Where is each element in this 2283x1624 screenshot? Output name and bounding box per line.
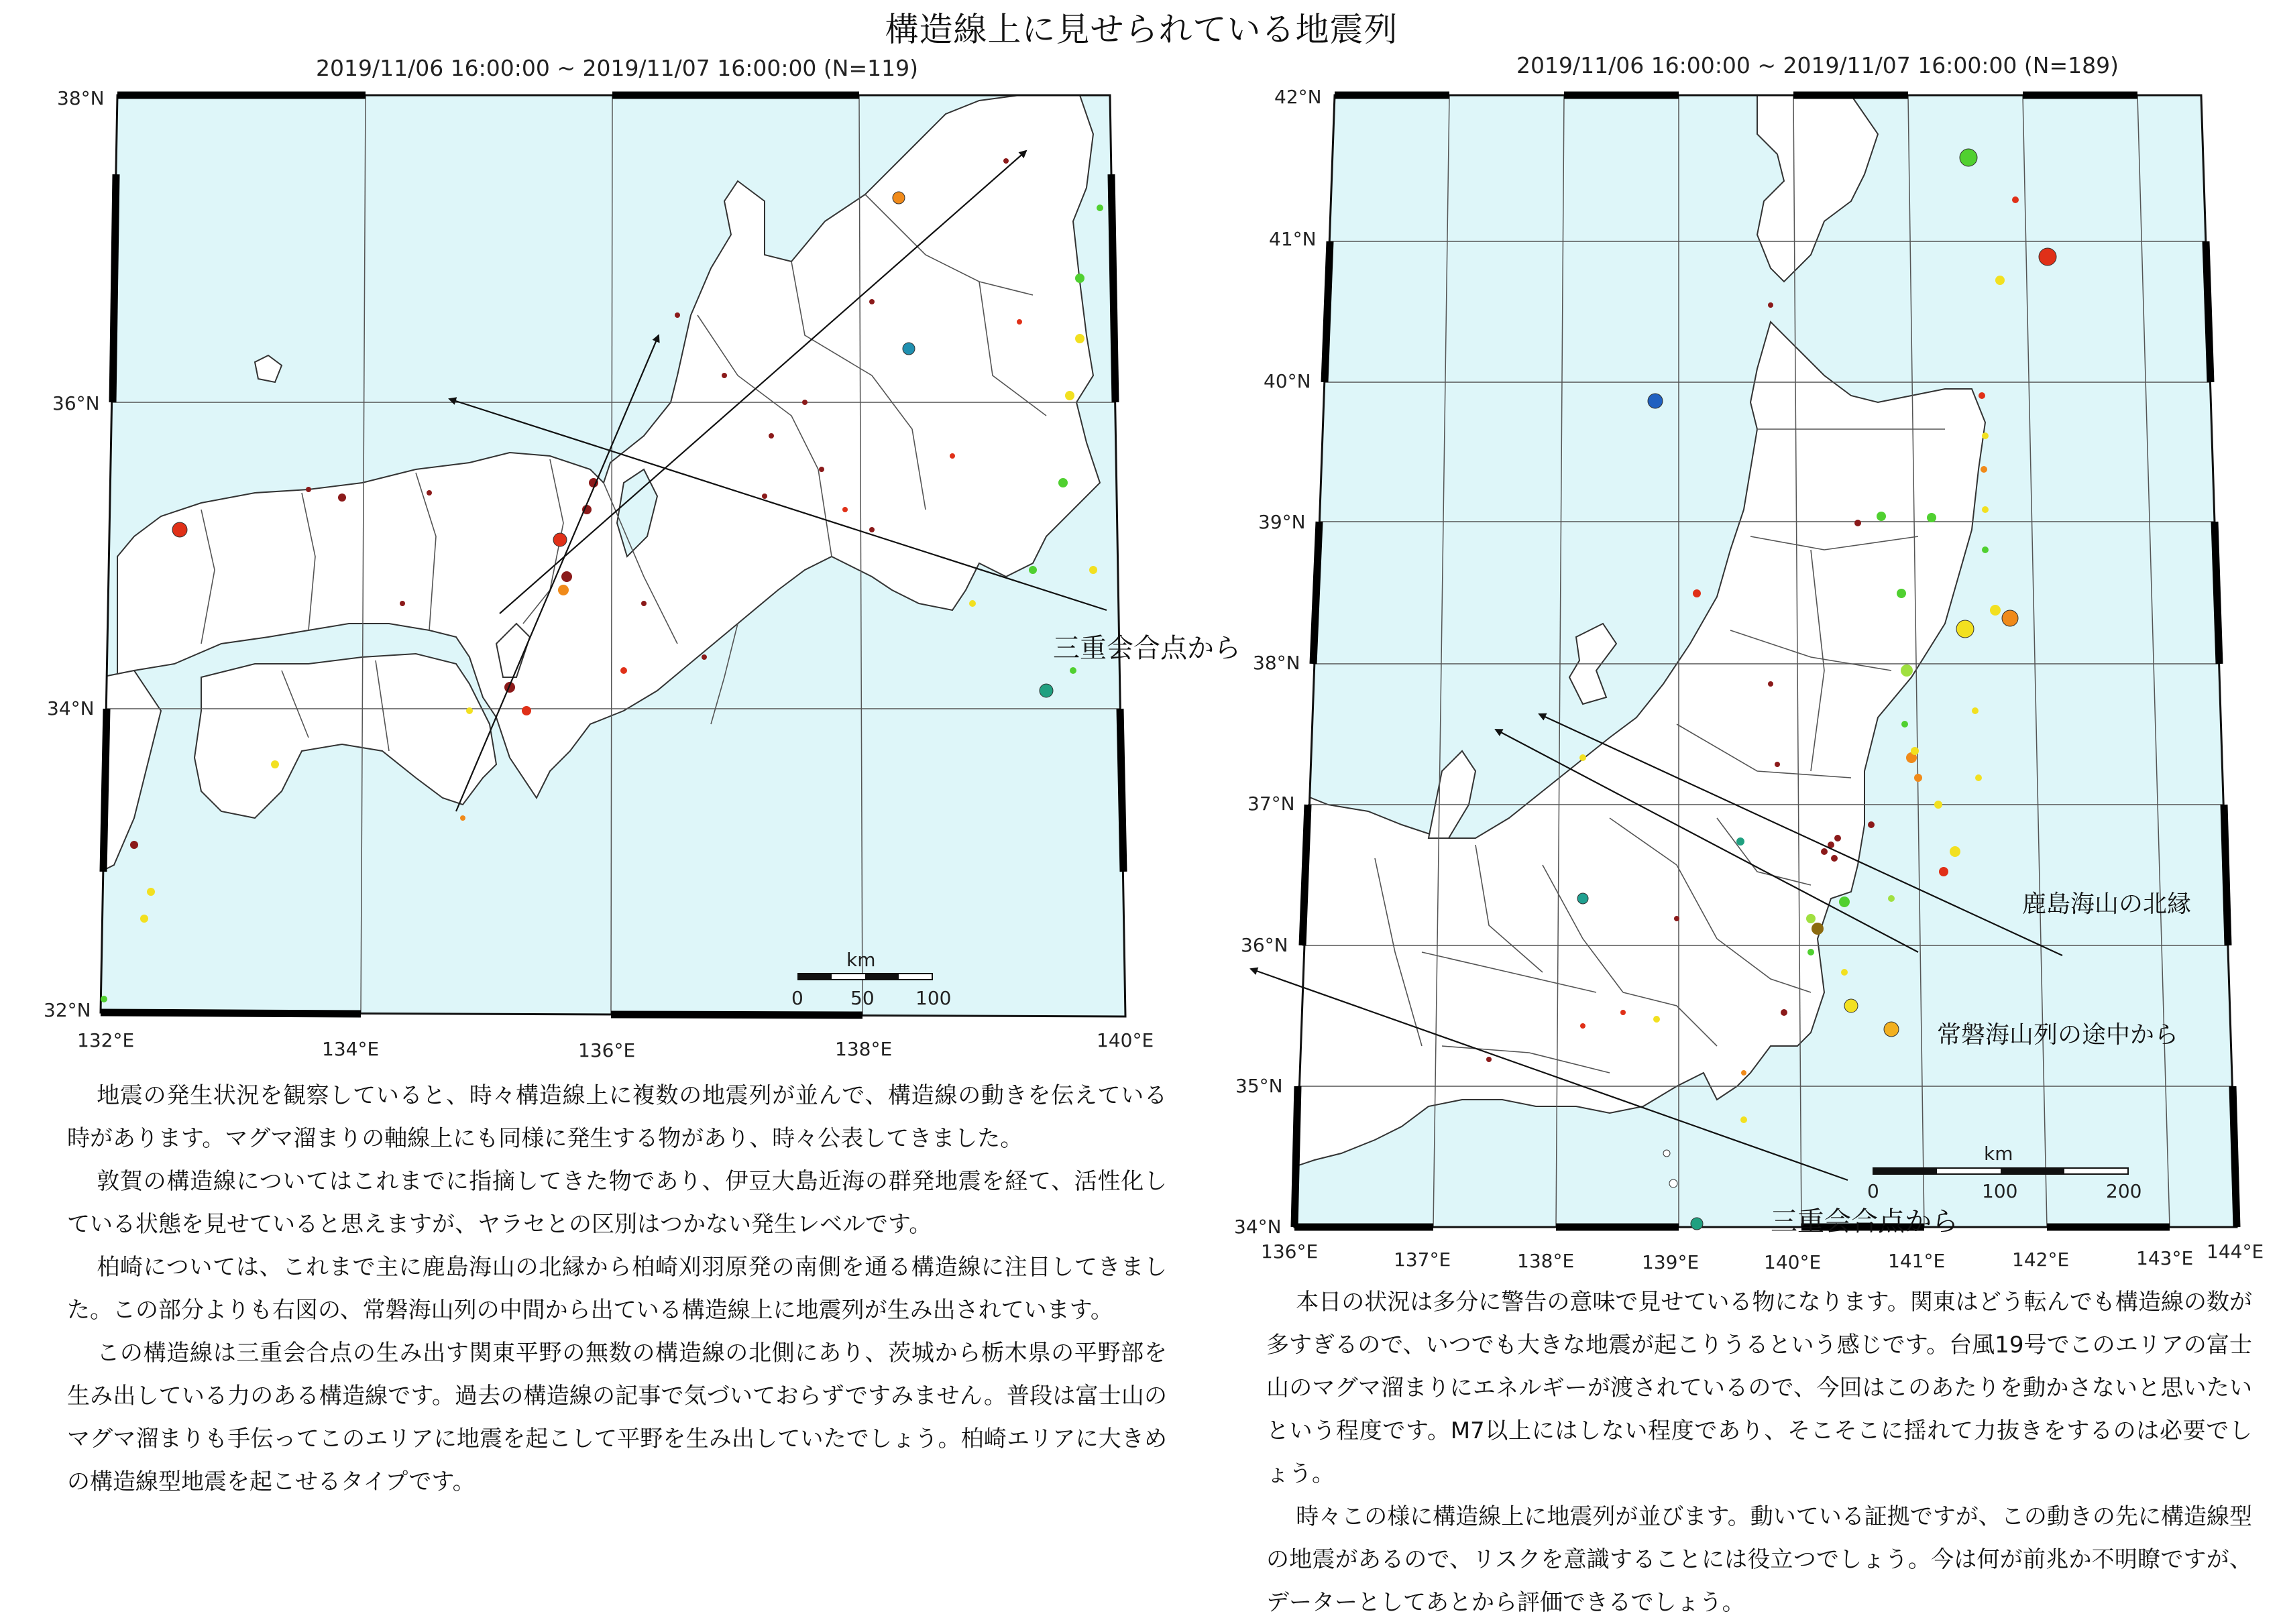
left-scale-unit: km [846, 949, 876, 971]
left-lon-label-132: 132°E [77, 1029, 135, 1051]
right-lat-label-40: 40°N [1264, 370, 1311, 392]
left-paragraph: この構造線は三重会合点の生み出す関東平野の無数の構造線の北側にあり、茨城から栃木県の平野部を生み出している力のある構造線です。過去の構造線の記事で気づいておらずですみません。普段は富士山のマグマ溜まりも手伝ってこのエリアに地震を起こして平野を生み出していたでしょう。柏崎エリアに大きめの構造線型地震を起こせるタイプです。 [67, 1340, 1167, 1495]
right-lat-label-36: 36°N [1241, 934, 1288, 956]
right-lon-label-144: 144°E [2207, 1240, 2264, 1263]
right-annotation-joban: 常磐海山列の途中から [1937, 1021, 2179, 1049]
left-map-caption: 2019/11/06 16:00:00 ~ 2019/11/07 16:00:00 (N=119) [316, 55, 918, 81]
left-scale-tick-100: 100 [915, 987, 952, 1009]
left-map [0, 0, 1154, 1059]
right-article-text [1266, 1281, 2252, 1624]
right-scale-tick-200: 200 [2106, 1180, 2142, 1202]
left-scale-tick-50: 50 [850, 987, 875, 1009]
right-map [1167, 0, 2283, 1274]
left-lat-label-34: 34°N [47, 697, 95, 719]
right-lon-label-142: 142°E [2012, 1249, 2070, 1271]
right-lat-label-42: 42°N [1274, 86, 1322, 108]
right-lon-label-137: 137°E [1394, 1249, 1451, 1271]
left-lon-label-136: 136°E [578, 1039, 636, 1061]
left-article-text [67, 1074, 1167, 1503]
right-lat-label-35: 35°N [1235, 1075, 1283, 1097]
right-lat-label-38: 38°N [1253, 652, 1300, 674]
right-annotation-kashima: 鹿島海山の北縁 [2022, 890, 2192, 918]
right-paragraph: 本日の状況は多分に警告の意味で見せている物になります。関東はどう転んでも構造線の数が多すぎるので、いつでも大きな地震が起こりうるという感じです。台風19号でこのエリアの富士山のマグマ溜まりにエネルギーが渡されているので、今回はこのあたりを動かさないと思いたいという程度です。M7以上にはしない程度であり、そこそこに揺れて力抜きをするのは必要でしょう。 [1266, 1289, 2252, 1487]
left-lat-label-32: 32°N [44, 999, 91, 1021]
right-lon-label-139: 139°E [1642, 1251, 1700, 1273]
right-lon-label-138: 138°E [1517, 1250, 1575, 1272]
right-lon-label-140: 140°E [1764, 1251, 1822, 1273]
right-annotation-triple-junction: 三重会合点から [1771, 1206, 1958, 1237]
right-scale-unit: km [1984, 1143, 2013, 1165]
right-map-scale-bar [1873, 1168, 2128, 1174]
right-map-caption: 2019/11/06 16:00:00 ~ 2019/11/07 16:00:00 (N=189) [1516, 52, 2119, 78]
right-lon-label-143: 143°E [2136, 1247, 2194, 1269]
right-paragraph: 時々この様に構造線上に地震列が並びます。動いている証拠ですが、この動きの先に構造線型の地震があるので、リスクを意識することには役立つでしょう。今は何が前兆か不明瞭ですが、データーとしてあとから評価できるでしょう。 [1266, 1503, 2252, 1616]
left-paragraph: 敦賀の構造線についてはこれまでに指摘してきた物であり、伊豆大島近海の群発地震を経て、活性化している状態を見せていると思えますが、ヤラセとの区別はつかない発生レベルです。 [67, 1168, 1167, 1238]
right-lon-label-136: 136°E [1261, 1240, 1319, 1263]
right-lat-label-34: 34°N [1234, 1216, 1282, 1238]
right-lon-label-141: 141°E [1888, 1250, 1946, 1272]
left-lon-label-134: 134°E [322, 1038, 380, 1060]
left-map-scale-bar [798, 974, 932, 980]
page-title: 構造線上に見せられている地震列 [885, 10, 1398, 49]
left-lon-label-140: 140°E [1097, 1029, 1154, 1051]
right-lat-label-39: 39°N [1258, 511, 1306, 533]
right-lat-label-41: 41°N [1269, 228, 1317, 250]
left-paragraph: 柏崎については、これまで主に鹿島海山の北縁から柏崎刈羽原発の南側を通る構造線に注目してきました。この部分よりも右図の、常磐海山列の中間から出ている構造線上に地震列が生み出されています。 [67, 1254, 1167, 1324]
right-lat-label-37: 37°N [1247, 793, 1295, 815]
left-lat-label-36: 36°N [52, 392, 100, 414]
left-paragraph: 地震の発生状況を観察していると、時々構造線上に複数の地震列が並んで、構造線の動きを伝えている時があります。マグマ溜まりの軸線上にも同様に発生する物があり、時々公表してきました。 [67, 1082, 1167, 1152]
left-lon-label-138: 138°E [835, 1038, 893, 1060]
left-scale-tick-0: 0 [791, 987, 803, 1009]
right-scale-tick-100: 100 [1982, 1180, 2018, 1202]
left-annotation-triple-junction: 三重会合点から [1053, 633, 1241, 664]
left-lat-label-38: 38°N [57, 87, 105, 109]
right-scale-tick-0: 0 [1867, 1180, 1879, 1202]
